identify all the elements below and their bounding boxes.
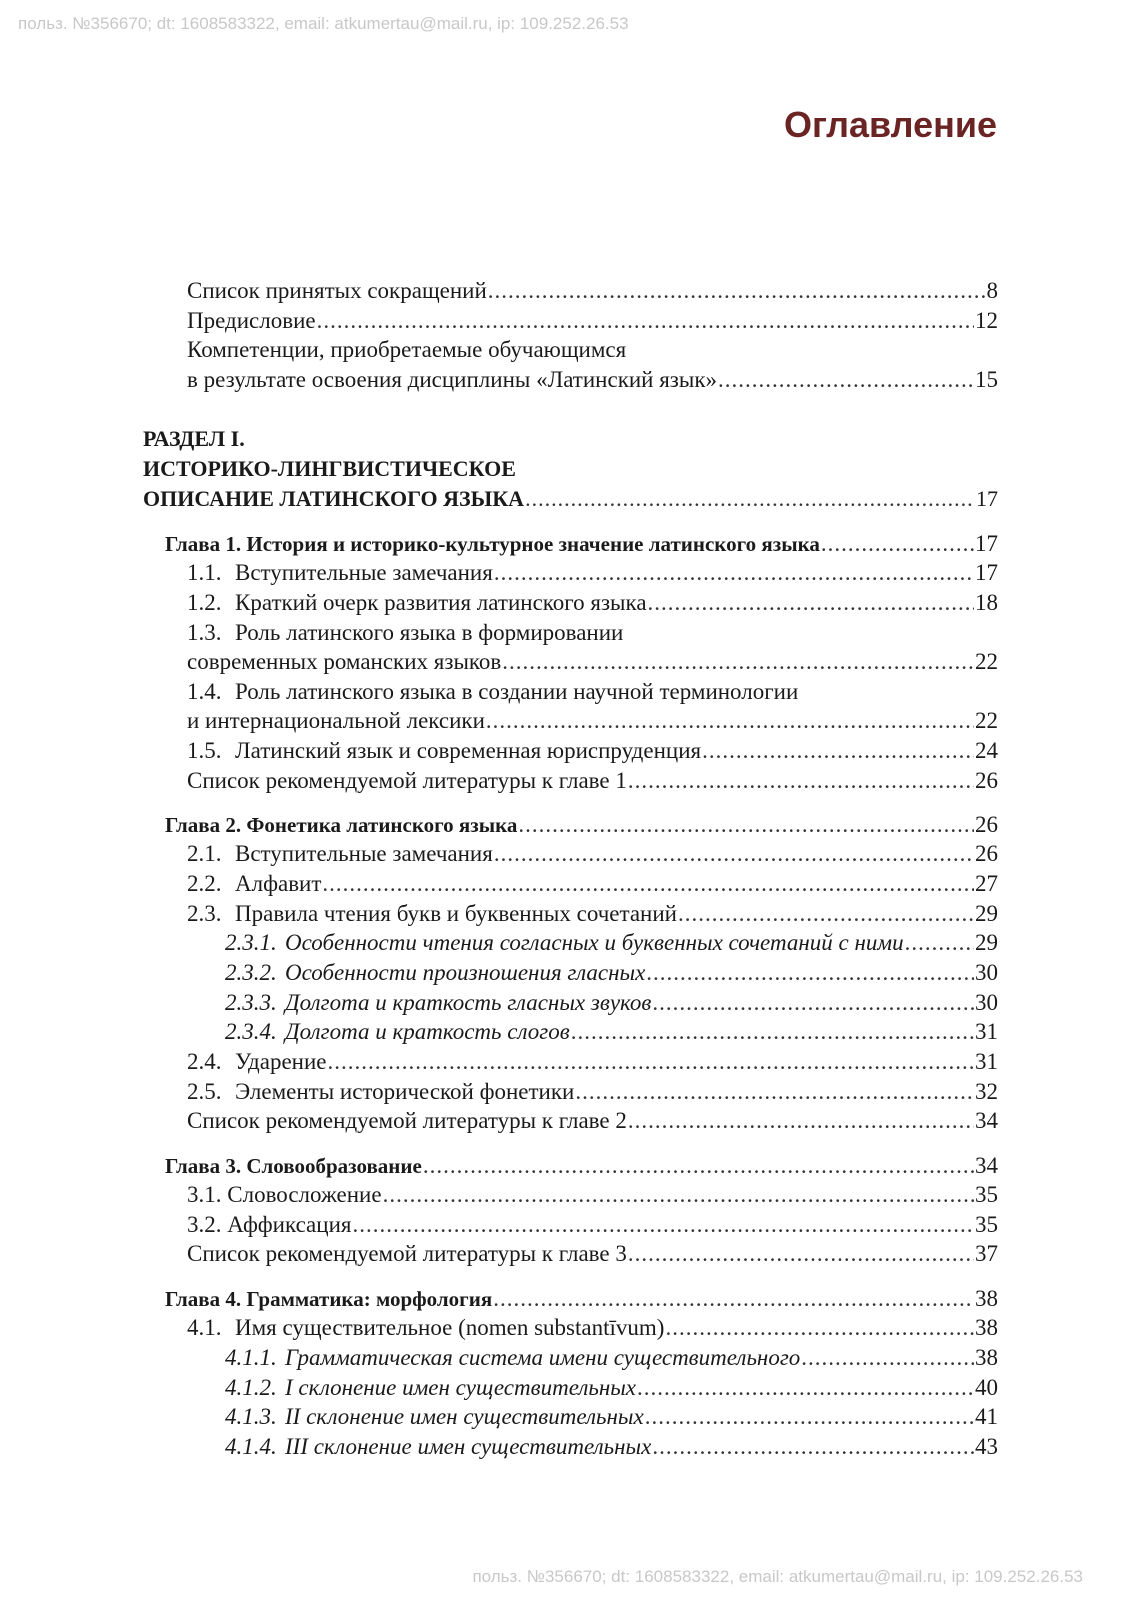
- page-number: 34: [975, 1108, 998, 1133]
- toc-entry: Список принятых сокращений ..... 8: [0, 276, 1129, 306]
- page-number: 18: [975, 590, 998, 615]
- toc-entry: 2.5. Элементы исторической фонетики ..... 32: [0, 1077, 1129, 1107]
- page-number: 30: [975, 990, 998, 1015]
- page-number: 37: [975, 1241, 998, 1266]
- toc-entry: и интернациональной лексики ..... 22: [0, 706, 1129, 736]
- page-number: 22: [975, 708, 998, 733]
- page-number: 26: [975, 812, 998, 837]
- page-number: 17: [975, 560, 998, 585]
- toc-entry: Список рекомендуемой литературы к главе 3 ..... 37: [0, 1239, 1129, 1269]
- chapter-heading: Глава 2. Фонетика латинского языка ..... 26: [0, 810, 1129, 840]
- page-number: 31: [975, 1019, 998, 1044]
- chapter-heading: Глава 1. История и историко-культурное значение латинского языка ..... 17: [0, 529, 1129, 559]
- toc-entry: Список рекомендуемой литературы к главе 1 ..... 26: [0, 766, 1129, 796]
- toc-entry: 3.1. Словосложение ..... 35: [0, 1180, 1129, 1210]
- page-number: 38: [975, 1315, 998, 1340]
- toc-entry-line1: 1.3. Роль латинского языка в формировании: [187, 620, 624, 645]
- toc-subentry: 4.1.3. II склонение имен существительных ..... 41: [0, 1402, 1129, 1432]
- page-number: 8: [986, 278, 998, 303]
- page-number: 29: [975, 901, 998, 926]
- page-number: 34: [975, 1153, 998, 1178]
- chapter-heading: Глава 3. Словообразование ..... 34: [0, 1151, 1129, 1181]
- toc-subentry: 2.3.1. Особенности чтения согласных и буквенных сочетаний с ними ..... 29: [0, 928, 1129, 958]
- toc-entry: 2.2. Алфавит ..... 27: [0, 869, 1129, 899]
- toc-subentry: 2.3.2. Особенности произношения гласных ..... 30: [0, 958, 1129, 988]
- toc-subentry: 2.3.3. Долгота и краткость гласных звуков ..... 30: [0, 988, 1129, 1018]
- section-heading: РАЗДЕЛ I.: [143, 426, 245, 451]
- toc-subentry: 4.1.2. I склонение имен существительных ..... 40: [0, 1373, 1129, 1403]
- page-number: 35: [975, 1182, 998, 1207]
- page-number: 27: [975, 871, 998, 896]
- section-heading: ИСТОРИКО-ЛИНГВИСТИЧЕСКОЕ: [143, 456, 516, 481]
- page-number: 15: [975, 367, 998, 392]
- page-number: 22: [975, 649, 998, 674]
- toc-entry: 3.2. Аффиксация ..... 35: [0, 1210, 1129, 1240]
- page-number: 32: [975, 1079, 998, 1104]
- toc-entry: в результате освоения дисциплины «Латинский язык» ..... 15: [0, 365, 1129, 395]
- page-number: 26: [975, 768, 998, 793]
- page-title: Оглавление: [784, 104, 997, 145]
- toc-entry: 1.2. Краткий очерк развития латинского языка ..... 18: [0, 588, 1129, 618]
- page-number: 38: [975, 1345, 998, 1370]
- toc-subentry: 4.1.1. Грамматическая система имени существительного ..... 38: [0, 1343, 1129, 1373]
- page-number: 30: [975, 960, 998, 985]
- watermark-top: польз. №356670; dt: 1608583322, email: atkumertau@mail.ru, ip: 109.252.26.53: [18, 14, 629, 33]
- toc-entry: Предисловие ..... 12: [0, 306, 1129, 336]
- page-number: 41: [975, 1404, 998, 1429]
- toc-entry: 2.4. Ударение ..... 31: [0, 1047, 1129, 1077]
- page-number: 35: [975, 1212, 998, 1237]
- watermark-bottom: польз. №356670; dt: 1608583322, email: atkumertau@mail.ru, ip: 109.252.26.53: [472, 1567, 1083, 1586]
- toc-entry: Список рекомендуемой литературы к главе 2 ..... 34: [0, 1106, 1129, 1136]
- chapter-heading: Глава 4. Грамматика: морфология ..... 38: [0, 1284, 1129, 1314]
- page-number: 43: [975, 1434, 998, 1459]
- toc-subentry: 4.1.4. III склонение имен существительных ..... 43: [0, 1432, 1129, 1462]
- page-number: 24: [975, 738, 998, 763]
- page-number: 40: [975, 1375, 998, 1400]
- page-number: 17: [976, 486, 998, 511]
- toc-entry-line1: Компетенции, приобретаемые обучающимся: [187, 337, 627, 362]
- section-heading: ОПИСАНИЕ ЛАТИНСКОГО ЯЗЫКА ..... 17: [0, 484, 1129, 514]
- page-number: 26: [975, 841, 998, 866]
- page-number: 31: [975, 1049, 998, 1074]
- toc-entry: 4.1. Имя существительное (nomen substantīvum) ..... 38: [0, 1313, 1129, 1343]
- page-number: 17: [975, 531, 998, 556]
- toc-entry: 2.1. Вступительные замечания ..... 26: [0, 839, 1129, 869]
- page-number: 29: [975, 930, 998, 955]
- toc-entry: 1.5. Латинский язык и современная юриспруденция ..... 24: [0, 736, 1129, 766]
- toc-entry: 1.1. Вступительные замечания ..... 17: [0, 558, 1129, 588]
- toc-entry: современных романских языков ..... 22: [0, 647, 1129, 677]
- page-number: 38: [975, 1286, 998, 1311]
- page-number: 12: [975, 308, 998, 333]
- toc-entry: 2.3. Правила чтения букв и буквенных сочетаний ..... 29: [0, 899, 1129, 929]
- toc-entry-line1: 1.4. Роль латинского языка в создании научной терминологии: [187, 679, 799, 704]
- toc-subentry: 2.3.4. Долгота и краткость слогов ..... 31: [0, 1017, 1129, 1047]
